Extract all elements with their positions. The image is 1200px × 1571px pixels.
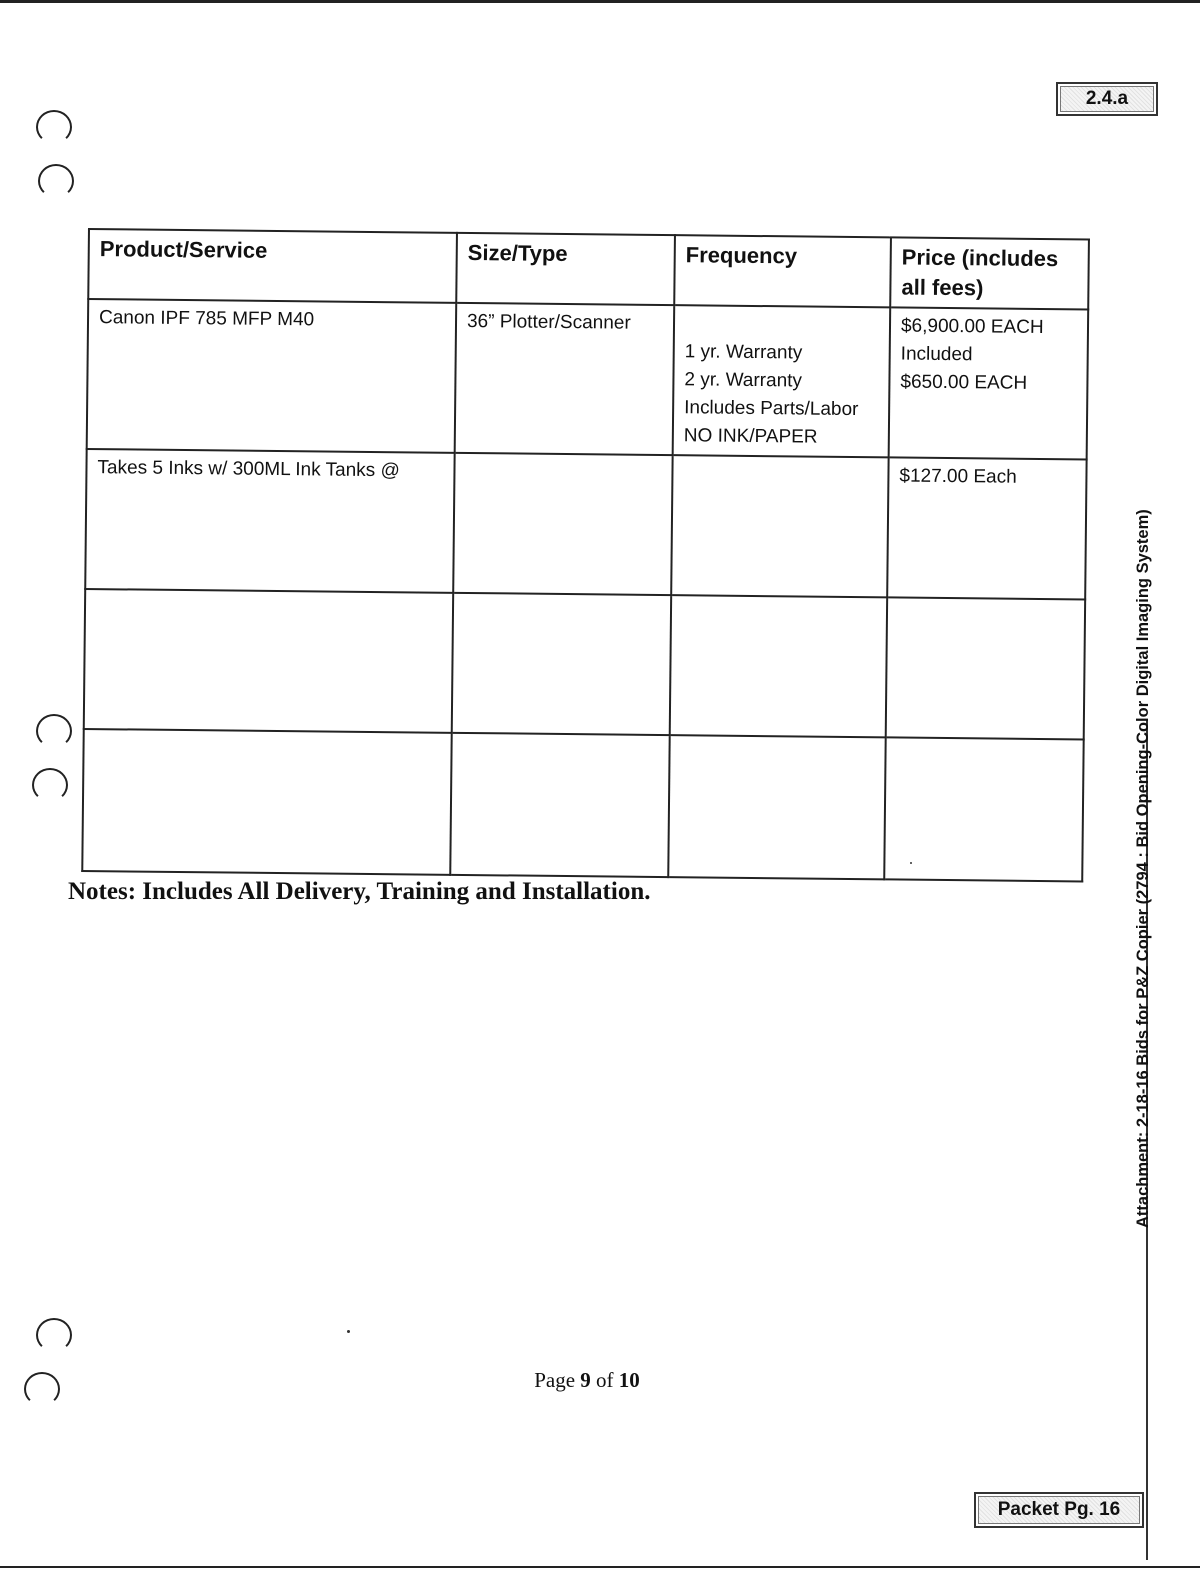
frequency-cell: [673, 305, 891, 457]
size-type-cell: [450, 733, 669, 877]
price-line: $127.00 Each: [899, 465, 1017, 488]
price-line: Included: [900, 343, 973, 366]
punch-hole: [32, 768, 68, 802]
page-number-of: of: [590, 1368, 619, 1392]
scan-edge-top: [0, 0, 1200, 3]
punch-hole: [36, 1318, 72, 1352]
table-row: [82, 729, 1083, 881]
frequency-cell: [670, 595, 887, 737]
punch-hole: [38, 164, 74, 198]
scan-speck: [910, 862, 912, 864]
column-header-product: Product/Service: [88, 229, 457, 303]
bid-pricing-table: [81, 228, 1090, 882]
agenda-item-stamp: 2.4.a: [1056, 82, 1158, 116]
scan-speck: [347, 1330, 350, 1333]
punch-hole: [36, 714, 72, 748]
column-header-size-type: Size/Type: [456, 233, 675, 305]
frequency-cell: [671, 455, 888, 597]
page-number-prefix: Page: [534, 1368, 581, 1392]
size-type-cell: [452, 593, 671, 735]
packet-page-stamp: Packet Pg. 16: [974, 1492, 1144, 1528]
column-header-frequency: Frequency: [674, 235, 891, 307]
table-header-row: [88, 229, 1089, 309]
table-row: [85, 449, 1086, 599]
page-number-current: 9: [580, 1368, 591, 1392]
price-line: $6,900.00 EACH: [900, 315, 1044, 339]
punch-hole: [36, 110, 72, 144]
frequency-line: NO INK/PAPER: [683, 425, 818, 448]
product-cell: [82, 729, 451, 875]
frequency-line: Includes Parts/Labor: [684, 397, 859, 421]
product-cell: Takes 5 Inks w/ 300ML Ink Tanks @: [85, 449, 454, 593]
price-cell: [884, 737, 1083, 881]
page-number-total: 10: [618, 1368, 640, 1392]
notes-text: Notes: Includes All Delivery, Training and Installation.: [68, 878, 651, 905]
frequency-line: 1 yr. Warranty: [684, 341, 803, 364]
frequency-cell: [668, 735, 885, 879]
frequency-line: 2 yr. Warranty: [684, 369, 803, 392]
price-cell: [889, 307, 1089, 459]
size-type-cell: 36” Plotter/Scanner: [455, 303, 675, 455]
column-header-price: Price (includes all fees): [890, 237, 1089, 309]
scan-edge-bottom: [0, 1566, 1200, 1568]
size-type-cell: [453, 453, 672, 595]
attachment-side-label: Attachment: 2-18-16 Bids for P&Z Copier (2794 : Bid Opening-Color Digital Imaging System): [1134, 509, 1152, 1228]
price-cell: [887, 457, 1086, 599]
table-row: [84, 589, 1085, 739]
price-cell: [886, 597, 1085, 739]
product-cell: [84, 589, 453, 733]
price-line: $650.00 EACH: [900, 371, 1028, 394]
table-row: [87, 299, 1089, 459]
page-number: [0, 1368, 1174, 1393]
product-cell: Canon IPF 785 MFP M40: [87, 299, 457, 453]
